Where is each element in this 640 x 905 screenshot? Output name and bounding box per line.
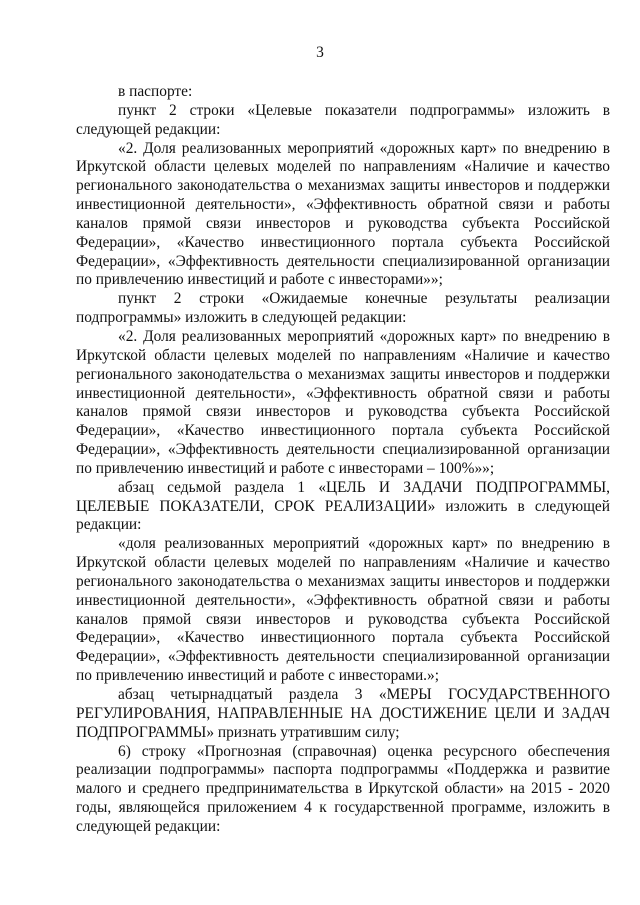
paragraph-expected-results-text: «2. Доля реализованных мероприятий «дорожных карт» по внедрению в Иркутской области целевых моделей по направлениям «Наличие и качество регионального законодательства о механизмах защиты инвесторов и поддержки инвестиционной деятельности», «Эффективность обратной связи и работы каналов прямой связи инвесторов и руководства субъекта Российской Федерации», «Качество инвестиционного портала субъекта Российской Федерации», «Эффективность деятельности специализированной организации по привлечению инвестиций и работе с инвесторами – 100%»»; bbox=[76, 327, 610, 477]
document-body bbox=[76, 83, 610, 837]
paragraph-section1-intro: абзац седьмой раздела 1 «ЦЕЛЬ И ЗАДАЧИ ПОДПРОГРАММЫ, ЦЕЛЕВЫЕ ПОКАЗАТЕЛИ, СРОК РЕАЛИЗАЦИИ» изложить в следующей редакции: bbox=[76, 478, 610, 534]
paragraph-expected-results-intro: пункт 2 строки «Ожидаемые конечные результаты реализации подпрограммы» изложить в следующей редакции: bbox=[76, 290, 610, 327]
paragraph-target-indicators-text: «2. Доля реализованных мероприятий «дорожных карт» по внедрению в Иркутской области целевых моделей по направлениям «Наличие и качество регионального законодательства о механизмах защиты инвесторов и поддержки инвестиционной деятельности», «Эффективность обратной связи и работы каналов прямой связи инвесторов и руководства субъекта Российской Федерации», «Качество инвестиционного портала субъекта Российской Федерации», «Эффективность деятельности специализированной организации по привлечению инвестиций и работе с инвесторами»»; bbox=[76, 139, 610, 289]
paragraph-section1-text: «доля реализованных мероприятий «дорожных карт» по внедрению в Иркутской области целевых моделей по направлениям «Наличие и качество регионального законодательства о механизмах защиты инвесторов и поддержки инвестиционной деятельности», «Эффективность обратной связи и работы каналов прямой связи инвесторов и руководства субъекта Российской Федерации», «Качество инвестиционного портала субъекта Российской Федерации», «Эффективность деятельности специализированной организации по привлечению инвестиций и работе с инвесторами.»; bbox=[76, 535, 610, 685]
paragraph-in-passport: в паспорте: bbox=[118, 83, 193, 100]
paragraph-item-6: 6) строку «Прогнозная (справочная) оценка ресурсного обеспечения реализации подпрограммы» паспорта подпрограммы «Поддержка и развитие малого и среднего предпринимательства в Иркутской области» на 2015 - 2020 годы, являющейся приложением 4 к государственной программе, изложить в следующей редакции: bbox=[76, 742, 610, 835]
paragraph-section3-repeal: абзац четырнадцатый раздела 3 «МЕРЫ ГОСУДАРСТВЕННОГО РЕГУЛИРОВАНИЯ, НАПРАВЛЕННЫЕ НА ДОСТИЖЕНИЕ ЦЕЛИ И ЗАДАЧ ПОДПРОГРАММЫ» признать утратившим силу; bbox=[76, 686, 610, 741]
page-number: 3 bbox=[316, 44, 324, 61]
paragraph-target-indicators-intro: пункт 2 строки «Целевые показатели подпрограммы» изложить в следующей редакции: bbox=[76, 101, 610, 138]
